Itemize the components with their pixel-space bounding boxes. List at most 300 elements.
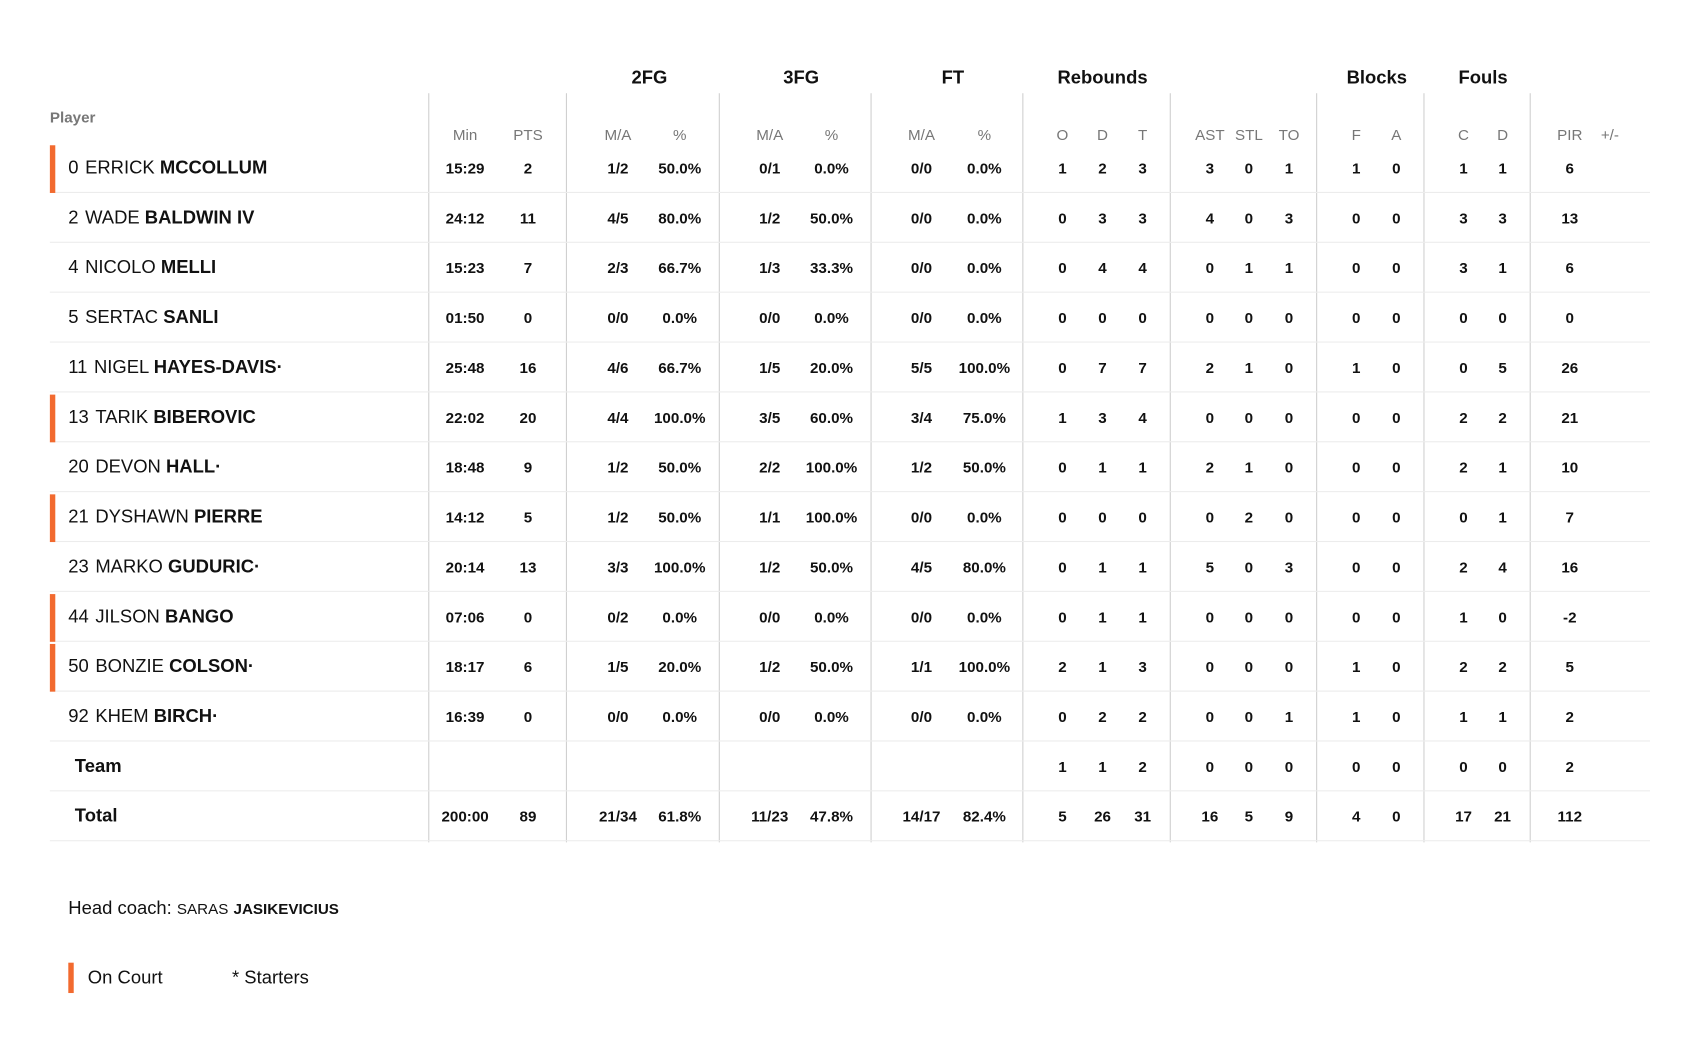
column-header[interactable]: AST xyxy=(1195,125,1225,144)
stat-cell: 0 xyxy=(1205,608,1215,626)
stat-cell: 0.0% xyxy=(814,308,849,327)
player-last-name: HALL· xyxy=(166,456,222,478)
stat-cell: 1 xyxy=(1058,408,1067,427)
stat-cell: 2 xyxy=(1459,658,1468,676)
stat-cell: 1 xyxy=(1459,608,1468,626)
stat-cell: 1 xyxy=(1098,608,1107,626)
column-header[interactable]: C xyxy=(1458,125,1470,144)
stat-cell: 66.7% xyxy=(658,358,702,377)
stat-cell: 21 xyxy=(1494,807,1512,826)
stat-cell: 0 xyxy=(1205,408,1215,427)
stat-cell: 1/2 xyxy=(607,508,629,526)
stat-cell: 0 xyxy=(1098,508,1107,526)
table-row xyxy=(50,742,1650,792)
stat-cell: 1 xyxy=(1351,159,1361,177)
player-first-name: KHEM xyxy=(95,705,149,727)
stat-cell: 1 xyxy=(1138,558,1147,576)
column-header[interactable]: T xyxy=(1138,125,1148,144)
player-number: 44 xyxy=(68,606,89,627)
player-last-name: COLSON· xyxy=(169,655,255,677)
stat-cell: 5 xyxy=(1498,358,1507,377)
stat-cell: 07:06 xyxy=(445,608,485,626)
player-number: 21 xyxy=(68,506,89,527)
stat-cell: 20 xyxy=(519,408,537,427)
stat-cell: 13 xyxy=(1561,209,1579,227)
stat-cell: 0 xyxy=(1565,308,1575,327)
stat-cell: 24:12 xyxy=(445,209,485,227)
column-header[interactable]: STL xyxy=(1234,125,1263,144)
player-name[interactable] xyxy=(68,542,260,592)
stat-cell: 0 xyxy=(1351,757,1361,776)
stat-cell: 1/2 xyxy=(759,558,781,576)
stat-cell: 0 xyxy=(1351,608,1361,626)
stat-cell: 7 xyxy=(1565,508,1575,526)
column-header[interactable]: O xyxy=(1056,125,1069,144)
stat-cell: 0 xyxy=(1284,658,1294,676)
player-first-name: JILSON xyxy=(95,606,160,627)
stat-cell: 0/0 xyxy=(910,259,933,277)
stat-cell: 50.0% xyxy=(962,458,1006,476)
player-last-name: BANGO xyxy=(164,606,234,627)
stat-cell: 2 xyxy=(1205,458,1215,476)
group-header-2fg: 2FG xyxy=(631,67,668,88)
stat-cell: 5 xyxy=(1058,807,1067,826)
on-court-marker xyxy=(50,594,55,642)
stat-cell: 5/5 xyxy=(910,358,933,377)
stat-cell: 0 xyxy=(1392,558,1401,576)
stat-cell: 0 xyxy=(1392,408,1401,427)
stat-cell: 0 xyxy=(1392,608,1401,626)
on-court-marker xyxy=(50,644,55,692)
stat-cell: 0 xyxy=(1351,259,1361,277)
stat-cell: 25:48 xyxy=(445,358,485,377)
stat-cell: 1 xyxy=(1244,458,1254,476)
stat-cell: 0 xyxy=(1205,308,1215,327)
player-last-name: SANLI xyxy=(163,306,219,328)
stat-cell: 7 xyxy=(523,259,533,277)
stat-cell: 13 xyxy=(519,558,537,576)
stat-cell: 5 xyxy=(1565,658,1575,676)
player-first-name: ERRICK xyxy=(85,157,155,178)
stat-cell: 89 xyxy=(519,807,537,826)
stat-cell: 0 xyxy=(1058,458,1067,476)
player-name[interactable] xyxy=(68,243,216,293)
stat-cell: 0 xyxy=(1058,259,1067,277)
stat-cell: 0/0 xyxy=(910,508,933,526)
stat-cell: 0 xyxy=(1058,608,1067,626)
stat-cell: 3 xyxy=(1459,209,1468,227)
player-number: 2 xyxy=(68,207,79,228)
stat-cell: 1 xyxy=(1351,707,1361,726)
stat-cell: 0 xyxy=(1392,209,1401,227)
stat-cell: 0.0% xyxy=(814,707,849,726)
stat-cell: 0.0% xyxy=(662,707,698,726)
stat-cell: 0/0 xyxy=(759,308,781,327)
player-last-name: Total xyxy=(74,805,118,827)
stat-cell: 0 xyxy=(1284,458,1294,476)
player-last-name: MELLI xyxy=(160,256,217,278)
group-header-ft: FT xyxy=(941,67,965,88)
stat-cell: 47.8% xyxy=(809,807,854,826)
head-coach-first-name: SARAS xyxy=(176,899,229,918)
stat-cell: 3/5 xyxy=(759,408,781,427)
player-last-name: MCCOLLUM xyxy=(159,157,268,178)
stat-cell: 0/0 xyxy=(759,608,781,626)
stat-cell: 4/5 xyxy=(607,209,629,227)
stat-cell: 1/2 xyxy=(607,159,629,177)
head-coach-label: Head coach: xyxy=(68,897,172,919)
stat-cell: 2/3 xyxy=(607,259,629,277)
stat-cell: 0 xyxy=(1498,608,1507,626)
stat-cell: 80.0% xyxy=(962,558,1006,576)
player-first-name: MARKO xyxy=(95,556,163,577)
stat-cell: 0 xyxy=(1205,658,1215,676)
stat-cell: 3 xyxy=(1459,259,1468,277)
player-name[interactable] xyxy=(68,293,218,343)
stat-cell: 0 xyxy=(1392,259,1401,277)
player-last-name: BIRCH· xyxy=(153,705,219,727)
stat-cell: 0 xyxy=(1498,308,1507,327)
stat-cell: 2 xyxy=(1058,658,1067,676)
player-first-name: DYSHAWN xyxy=(95,506,189,527)
group-header-rebounds: Rebounds xyxy=(1057,67,1148,88)
stat-cell: 0/0 xyxy=(910,608,933,626)
table-row xyxy=(50,392,1650,442)
stat-cell: 0 xyxy=(1205,508,1215,526)
stat-cell: 0 xyxy=(1205,259,1215,277)
player-last-name: GUDURIC· xyxy=(168,556,261,577)
on-court-legend-label: On Court xyxy=(87,967,163,988)
stat-cell: 0 xyxy=(1459,757,1468,776)
stat-cell: 4/6 xyxy=(607,358,629,377)
stat-cell: 2 xyxy=(1138,707,1147,726)
stat-cell: 0 xyxy=(1098,308,1107,327)
stat-cell: 26 xyxy=(1561,358,1579,377)
stat-cell: 0 xyxy=(1351,209,1361,227)
stat-cell: 9 xyxy=(1284,807,1294,826)
stat-cell: 2 xyxy=(1138,757,1147,776)
stat-cell: 7 xyxy=(1138,358,1147,377)
stat-cell: 11/23 xyxy=(751,807,789,826)
stat-cell: 5 xyxy=(523,508,533,526)
stat-cell: 0.0% xyxy=(967,608,1002,626)
stat-cell: 1/2 xyxy=(910,458,933,476)
stat-cell: 0.0% xyxy=(967,209,1002,227)
stat-cell: 75.0% xyxy=(962,408,1006,427)
player-last-name: Team xyxy=(74,755,122,777)
head-coach xyxy=(68,898,339,920)
stat-cell: 2 xyxy=(1498,658,1507,676)
stat-cell: 80.0% xyxy=(658,209,702,227)
stat-cell: 0/0 xyxy=(910,308,933,327)
player-last-name: PIERRE xyxy=(193,506,263,527)
stat-cell: 3 xyxy=(1138,658,1147,676)
player-name[interactable] xyxy=(68,343,282,393)
stat-cell: 0/2 xyxy=(607,608,629,626)
stat-cell: 15:29 xyxy=(445,159,485,177)
stat-cell: 3 xyxy=(1284,209,1294,227)
stat-cell: 0/0 xyxy=(607,308,629,327)
column-header[interactable]: % xyxy=(824,125,839,144)
column-header[interactable]: TO xyxy=(1278,125,1300,144)
stat-cell: 0 xyxy=(1351,308,1361,327)
player-name[interactable] xyxy=(68,392,255,442)
stat-cell: 3/3 xyxy=(607,558,629,576)
stat-cell: 100.0% xyxy=(805,458,858,476)
player-name[interactable] xyxy=(68,692,218,742)
stat-cell: 61.8% xyxy=(658,807,702,826)
stat-cell: 0 xyxy=(1284,408,1294,427)
stat-cell: 50.0% xyxy=(658,458,702,476)
stat-cell: 16 xyxy=(519,358,537,377)
stat-cell: 0.0% xyxy=(814,159,849,177)
stat-cell: 0/0 xyxy=(607,707,629,726)
stat-cell: 0 xyxy=(1351,458,1361,476)
column-header[interactable]: F xyxy=(1351,125,1361,144)
stat-cell: 0/0 xyxy=(910,159,933,177)
stat-cell: 0 xyxy=(1058,308,1067,327)
stat-cell: 0 xyxy=(1392,658,1401,676)
stat-cell: 0 xyxy=(1392,159,1401,177)
stat-cell: 16 xyxy=(1201,807,1219,826)
column-header[interactable]: % xyxy=(672,125,687,144)
player-column-header: Player xyxy=(49,108,96,126)
table-row xyxy=(50,492,1650,542)
player-number: 20 xyxy=(68,456,89,478)
stat-cell: 1 xyxy=(1138,608,1147,626)
column-header[interactable]: Min xyxy=(452,125,478,144)
stat-cell: 0 xyxy=(1138,308,1147,327)
stat-cell: 1 xyxy=(1351,658,1361,676)
stat-cell: 1 xyxy=(1498,259,1507,277)
stat-cell: 2 xyxy=(1498,408,1507,427)
stat-cell: 2 xyxy=(1459,408,1468,427)
stat-cell: 50.0% xyxy=(809,558,854,576)
stat-cell: 0 xyxy=(1244,707,1254,726)
stat-cell: 0 xyxy=(1498,757,1507,776)
stat-cell: 9 xyxy=(523,458,533,476)
stat-cell: 0 xyxy=(1244,209,1254,227)
stat-cell: 100.0% xyxy=(958,358,1011,377)
head-coach-last-name: JASIKEVICIUS xyxy=(233,899,339,918)
stat-cell: 3 xyxy=(1098,209,1107,227)
stat-cell: 0 xyxy=(1205,757,1215,776)
table-row xyxy=(50,791,1650,841)
stat-cell: 14/17 xyxy=(902,807,941,826)
stat-cell: 15:23 xyxy=(445,259,485,277)
group-header-blocks: Blocks xyxy=(1346,67,1408,88)
stat-cell: 3 xyxy=(1498,209,1507,227)
column-header[interactable]: PTS xyxy=(513,125,543,144)
stat-cell: 3 xyxy=(1098,408,1107,427)
stat-cell: 0 xyxy=(1351,408,1361,427)
stat-cell: 0 xyxy=(1244,408,1254,427)
stat-cell: 82.4% xyxy=(962,807,1006,826)
stat-cell: 0.0% xyxy=(967,159,1002,177)
player-number: 92 xyxy=(68,705,89,727)
stat-cell: 0 xyxy=(1351,558,1361,576)
column-header[interactable]: M/A xyxy=(907,125,935,144)
table-row xyxy=(50,592,1650,642)
table-row xyxy=(50,343,1650,393)
stat-cell: 0 xyxy=(1392,807,1401,826)
player-first-name: TARIK xyxy=(95,406,149,428)
stat-cell: 50.0% xyxy=(809,658,854,676)
player-last-name: BALDWIN IV xyxy=(144,207,255,228)
player-number: 13 xyxy=(68,406,89,428)
player-number: 4 xyxy=(68,256,79,278)
stat-cell: 1/5 xyxy=(607,658,629,676)
stat-cell: 1 xyxy=(1351,358,1361,377)
player-name[interactable] xyxy=(68,193,254,243)
column-header[interactable]: D xyxy=(1097,125,1109,144)
stat-cell: 20.0% xyxy=(809,358,854,377)
stat-cell: 0/0 xyxy=(910,707,933,726)
stat-cell: 0 xyxy=(1392,358,1401,377)
player-number: 0 xyxy=(68,157,79,178)
stat-cell: 100.0% xyxy=(805,508,858,526)
stat-cell: 50.0% xyxy=(658,508,702,526)
stat-cell: 1 xyxy=(1459,159,1468,177)
table-row xyxy=(50,143,1650,193)
player-name xyxy=(68,791,117,841)
table-row xyxy=(50,243,1650,293)
stat-cell: 33.3% xyxy=(809,259,854,277)
player-name xyxy=(68,742,121,792)
stat-cell: 22:02 xyxy=(445,408,485,427)
stat-cell: 1/5 xyxy=(759,358,781,377)
stat-cell: 100.0% xyxy=(653,408,706,427)
stat-cell: 10 xyxy=(1561,458,1579,476)
on-court-marker xyxy=(50,395,55,443)
player-number: 23 xyxy=(68,556,89,577)
stat-cell: 4 xyxy=(1098,259,1107,277)
stat-cell: 1/2 xyxy=(759,658,781,676)
stat-cell: 16:39 xyxy=(445,707,485,726)
stat-cell: 0 xyxy=(1459,508,1468,526)
player-first-name: NIGEL xyxy=(93,356,149,378)
player-last-name: BIBEROVIC xyxy=(153,406,256,428)
stat-cell: 0/0 xyxy=(759,707,781,726)
stat-cell: 2 xyxy=(523,159,533,177)
stat-cell: 0 xyxy=(1058,508,1067,526)
stat-cell: 1/1 xyxy=(910,658,933,676)
stat-cell: 4 xyxy=(1138,259,1147,277)
stat-cell: 0 xyxy=(1244,308,1254,327)
stat-cell: 1 xyxy=(1098,558,1107,576)
stat-cell: 2 xyxy=(1098,707,1107,726)
stat-cell: 1 xyxy=(1058,159,1067,177)
column-header[interactable]: % xyxy=(977,125,992,144)
stat-cell: 0.0% xyxy=(967,707,1002,726)
stat-cell: 0 xyxy=(1351,508,1361,526)
player-name[interactable] xyxy=(68,492,262,542)
stat-cell: 0 xyxy=(1244,558,1254,576)
column-header[interactable]: A xyxy=(1391,125,1402,144)
column-header[interactable]: M/A xyxy=(756,125,784,144)
stat-cell: 6 xyxy=(523,658,533,676)
player-name[interactable] xyxy=(68,642,254,692)
starters-legend-label: * Starters xyxy=(231,967,309,988)
player-number: 11 xyxy=(68,356,88,378)
column-header[interactable]: +/- xyxy=(1600,125,1619,144)
stat-cell: 0/1 xyxy=(759,159,781,177)
stat-cell: 17 xyxy=(1455,807,1472,826)
column-header[interactable]: M/A xyxy=(604,125,632,144)
stat-cell: 2 xyxy=(1565,757,1575,776)
stat-cell: 1 xyxy=(1284,707,1294,726)
stat-cell: 100.0% xyxy=(958,658,1011,676)
stat-cell: 0.0% xyxy=(967,308,1002,327)
stat-cell: 1/2 xyxy=(759,209,781,227)
stat-cell: 4/4 xyxy=(607,408,629,427)
column-header[interactable]: PIR xyxy=(1557,125,1583,144)
stat-cell: 1 xyxy=(1459,707,1468,726)
column-header[interactable]: D xyxy=(1497,125,1509,144)
stat-cell: 2 xyxy=(1205,358,1215,377)
stat-cell: 0 xyxy=(1459,308,1468,327)
stat-cell: 11 xyxy=(519,209,536,227)
stat-cell: 1 xyxy=(1098,658,1107,676)
stat-cell: 0 xyxy=(1244,658,1254,676)
stat-cell: 0 xyxy=(523,707,533,726)
stat-cell: 1 xyxy=(1284,259,1294,277)
stat-cell: 0 xyxy=(523,308,533,327)
stat-cell: -2 xyxy=(1563,608,1577,626)
stat-cell: 20:14 xyxy=(445,558,485,576)
stat-cell: 1/3 xyxy=(759,259,781,277)
table-row xyxy=(50,193,1650,243)
on-court-marker xyxy=(50,145,55,193)
player-number: 5 xyxy=(68,306,79,328)
stat-cell: 0 xyxy=(1058,209,1067,227)
stat-cell: 4/5 xyxy=(910,558,933,576)
stat-cell: 31 xyxy=(1134,807,1152,826)
player-first-name: WADE xyxy=(85,207,140,228)
player-name[interactable] xyxy=(68,442,221,492)
stat-cell: 50.0% xyxy=(809,209,854,227)
stat-cell: 3/4 xyxy=(910,408,933,427)
stat-cell: 6 xyxy=(1565,159,1575,177)
group-header-3fg: 3FG xyxy=(783,67,820,88)
stat-cell: 1 xyxy=(1498,458,1507,476)
stat-cell: 18:17 xyxy=(445,658,485,676)
table-row xyxy=(50,692,1650,742)
stat-cell: 0 xyxy=(1392,508,1401,526)
player-name[interactable] xyxy=(68,592,233,642)
stat-cell: 0 xyxy=(1284,508,1294,526)
stat-cell: 0.0% xyxy=(967,508,1002,526)
stat-cell: 1/2 xyxy=(607,458,629,476)
stat-cell: 0.0% xyxy=(662,608,698,626)
stat-cell: 0 xyxy=(1058,558,1067,576)
stat-cell: 26 xyxy=(1094,807,1111,826)
player-first-name: DEVON xyxy=(95,456,161,478)
stat-cell: 0 xyxy=(1459,358,1468,377)
stat-cell: 1 xyxy=(1498,707,1507,726)
stat-cell: 50.0% xyxy=(658,159,702,177)
player-name[interactable] xyxy=(68,143,267,193)
stat-cell: 1 xyxy=(1098,757,1107,776)
group-header-fouls: Fouls xyxy=(1458,67,1508,88)
stat-cell: 2 xyxy=(1459,558,1468,576)
stat-cell: 2 xyxy=(1459,458,1468,476)
stat-cell: 5 xyxy=(1244,807,1254,826)
stat-cell: 4 xyxy=(1205,209,1215,227)
stat-cell: 0.0% xyxy=(814,608,849,626)
table-row xyxy=(50,442,1650,492)
stat-cell: 4 xyxy=(1351,807,1361,826)
